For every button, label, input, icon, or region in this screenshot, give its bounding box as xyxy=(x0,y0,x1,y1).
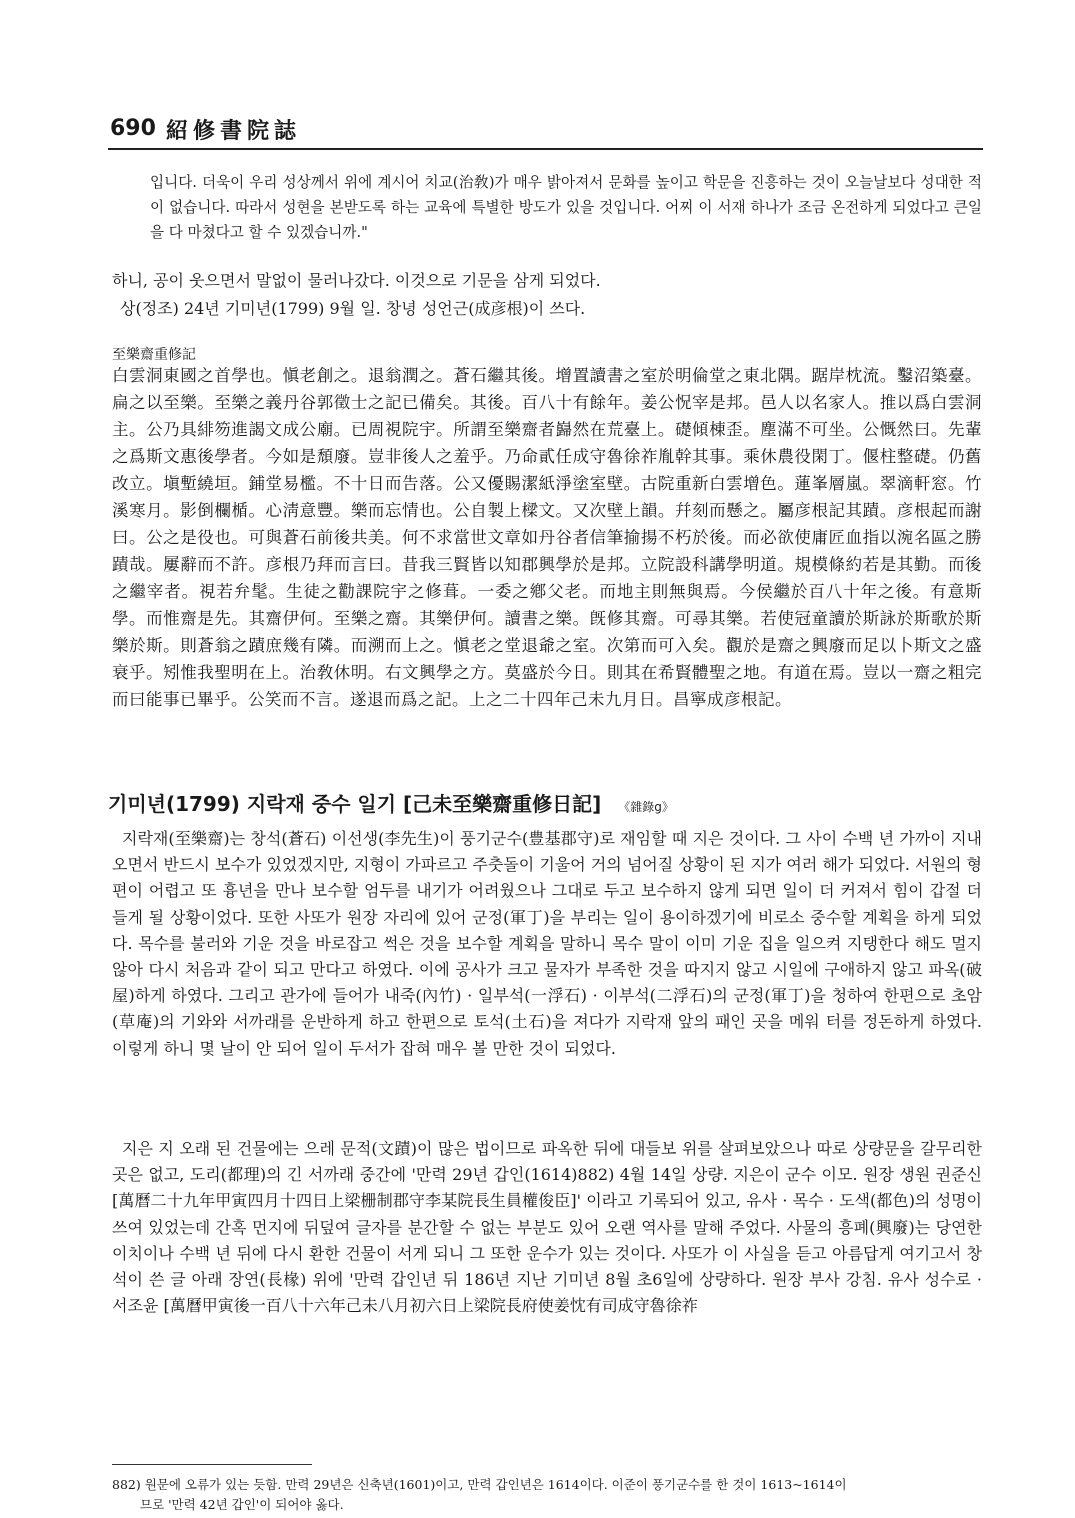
page-number: 690 xyxy=(110,116,156,141)
section-title-text: 기미년(1799) 지락재 중수 일기 [己未至樂齋重修日記] xyxy=(108,792,602,816)
book-title: 紹修書院誌 xyxy=(166,118,302,144)
quote-paragraph: 입니다. 더욱이 우리 성상께서 위에 계시어 치교(治敎)가 매우 밝아져서 문화를 높이고 학문을 진흥하는 것이 오늘날보다 성대한 적이 없습니다. 따라서 성현을 본받도록 하는 교육에 특별한 방도가 있을 것입니다. 어찌 이 서재 하나가 조금 온전하게 되었다고 큰일을 다 마쳤다고 할 수 있겠습니까." xyxy=(150,174,982,241)
hanja-title: 至樂齋重修記 xyxy=(112,347,196,363)
section-title xyxy=(108,788,978,817)
paragraph-2: 상(정조) 24년 기미년(1799) 9월 일. 창녕 성언근(成彦根)이 쓰다. xyxy=(120,299,586,318)
page-header xyxy=(108,114,983,150)
footnote-line-1: 882) 원문에 오류가 있는 듯함. 만력 29년은 신축년(1601)이고, 만력 갑인년은 1614이다. 이준이 풍기군수를 한 것이 1613~1614이 xyxy=(112,1477,847,1492)
footnote xyxy=(112,1475,982,1515)
footnote-line-2: 므로 '만력 42년 갑인'이 되어야 옳다. xyxy=(140,1497,344,1512)
footnote-divider xyxy=(112,1464,312,1465)
paragraph-1: 하니, 공이 웃으면서 말없이 물러나갔다. 이것으로 기문을 삼게 되었다. xyxy=(112,271,601,290)
body-paragraph-1: 지락재(至樂齋)는 창석(蒼石) 이선생(李先生)이 풍기군수(豊基郡守)로 재임할 때 지은 것이다. 그 사이 수백 년 가까이 지내오면서 반드시 보수가 있었겠지만, 지형이 가파르고 주춧돌이 기울어 거의 넘어질 상황이 된 지가 여러 해가 되었다. 서원의 형편이 어렵고 또 흉년을 만나 보수할 엄두를 내기가 어려웠으나 그대로 두고 보수하지 않게 되면 일이 더 커져서 힘이 갑절 더 들게 될 상황이었다. 또한 사또가 원장 자리에 있어 군정(軍丁)을 부리는 일이 용이하겠기에 비로소 중수할 계획을 하게 되었다. 목수를 불러와 기운 것을 바로잡고 썩은 것을 보수할 계획을 말하니 목수 말이 이미 기운 집을 일으켜 지탱한다 해도 멀지 않아 다시 처음과 같이 되고 만다고 하였다. 이에 공사가 크고 물자가 부족한 것을 따지지 않고 시일에 구애하지 않고 파옥(破屋)하게 하였다. 그리고 관가에 들어가 내죽(內竹) · 일부석(一浮石) · 이부석(二浮石)의 군정(軍丁)을 청하여 한편으로 초암(草庵)의 기와와 서까래를 운반하게 하고 한편으로 토석(土石)을 져다가 지락재 앞의 패인 곳을 메워 터를 정돈하게 하였다. 이렇게 하니 몇 날이 안 되어 일이 두서가 잡혀 매우 볼 만한 것이 되었다. xyxy=(112,829,982,1058)
body-paragraph-2: 지은 지 오래 된 건물에는 으레 문적(文蹟)이 많은 법이므로 파옥한 뒤에 대들보 위를 살펴보았으나 따로 상량문을 갈무리한 곳은 없고, 도리(都理)의 긴 서까래 중간에 '만력 29년 갑인(1614)882) 4월 14일 상량. 지은이 군수 이모. 원장 생원 권준신 [萬曆二十九年甲寅四月十四日上梁栅制郡守李某院長生員權俊臣]' 이라고 기록되어 있고, 유사 · 목수 · 도색(都色)의 성명이 쓰여 있었는데 간혹 먼지에 뒤덮여 글자를 분간할 수 없는 부분도 있어 오랜 역사를 말해 주었다. 사물의 흥폐(興廢)는 당연한 이치이나 수백 년 뒤에 다시 환한 건물이 서게 되니 그 또한 운수가 있는 것이다. 사또가 이 사실을 듣고 아름답게 여기고서 창석이 쓴 글 아래 장연(長椽) 위에 '만력 갑인년 뒤 186년 지난 기미년 8월 초6일에 상량하다. 원장 부사 강침. 유사 성수로 · 서조윤 [萬曆甲寅後一百八十六年己未八月初六日上梁院長府使姜忱有司成守魯徐祚 xyxy=(112,1139,982,1316)
section-tag: 《雜錄g》 xyxy=(618,800,674,814)
hanja-text: 白雲洞東國之首學也。愼老創之。退翁潤之。蒼石繼其後。增置讀書之室於明倫堂之東北隅。踞岸枕流。鑿沼築臺。扁之以至樂。至樂之義丹谷郭徵士之記已備矣。其後。百八十有餘年。姜公怳宰是邦。邑人以名家人。推以爲白雲洞主。公乃具緋笏進謁文成公廟。已周視院宇。所謂至樂齋者巋然在荒臺上。礎傾棟歪。塵滿不可坐。公慨然曰。先輩之爲斯文惠後學者。今如是頹廢。豈非後人之羞乎。乃命貳任成守魯徐祚胤幹其事。乘休農役閑丁。偃柱整礎。仍舊改立。塡塹繞垣。鋪堂易檻。不十日而告落。公又優賜潔紙淨塗室壁。古院重新白雲增色。蓮峯層嵐。翠滴軒窓。竹溪寒月。影倒欄楯。心淸意豐。樂而忘情也。公自製上樑文。又次壁上韻。幷刻而懸之。屬彦根記其蹟。彦根起而謝曰。公之是役也。可與蒼石前後共美。何不求當世文章如丹谷者信筆揄揚不朽於後。而必欲使庸匠血指以涴名區之勝蹟哉。屢辭而不許。彦根乃拜而言曰。昔我三賢皆以知郡興學於是邦。立院設科講學明道。規模條約若是其勤。而後之繼宰者。視若弁髦。生徒之勸課院宇之修葺。一委之鄕父老。而地主則無與焉。今侯繼於百八十年之後。有意斯學。而惟齋是先。其齋伊何。至樂之齋。其樂伊何。讀書之樂。旣修其齋。可尋其樂。若使冠童讀於斯詠於斯歌於斯樂於斯。則蒼翁之蹟庶幾有隣。而溯而上之。愼老之堂退爺之室。次第而可入矣。觀於是齋之興廢而足以卜斯文之盛衰乎。矧惟我聖明在上。治敎休明。右文興學之方。莫盛於今日。則其在希賢體聖之地。有道在焉。豈以一齋之粗完而曰能事已畢乎。公笑而不言。遂退而爲之記。上之二十四年己未九月日。昌寧成彦根記。 xyxy=(112,366,982,709)
